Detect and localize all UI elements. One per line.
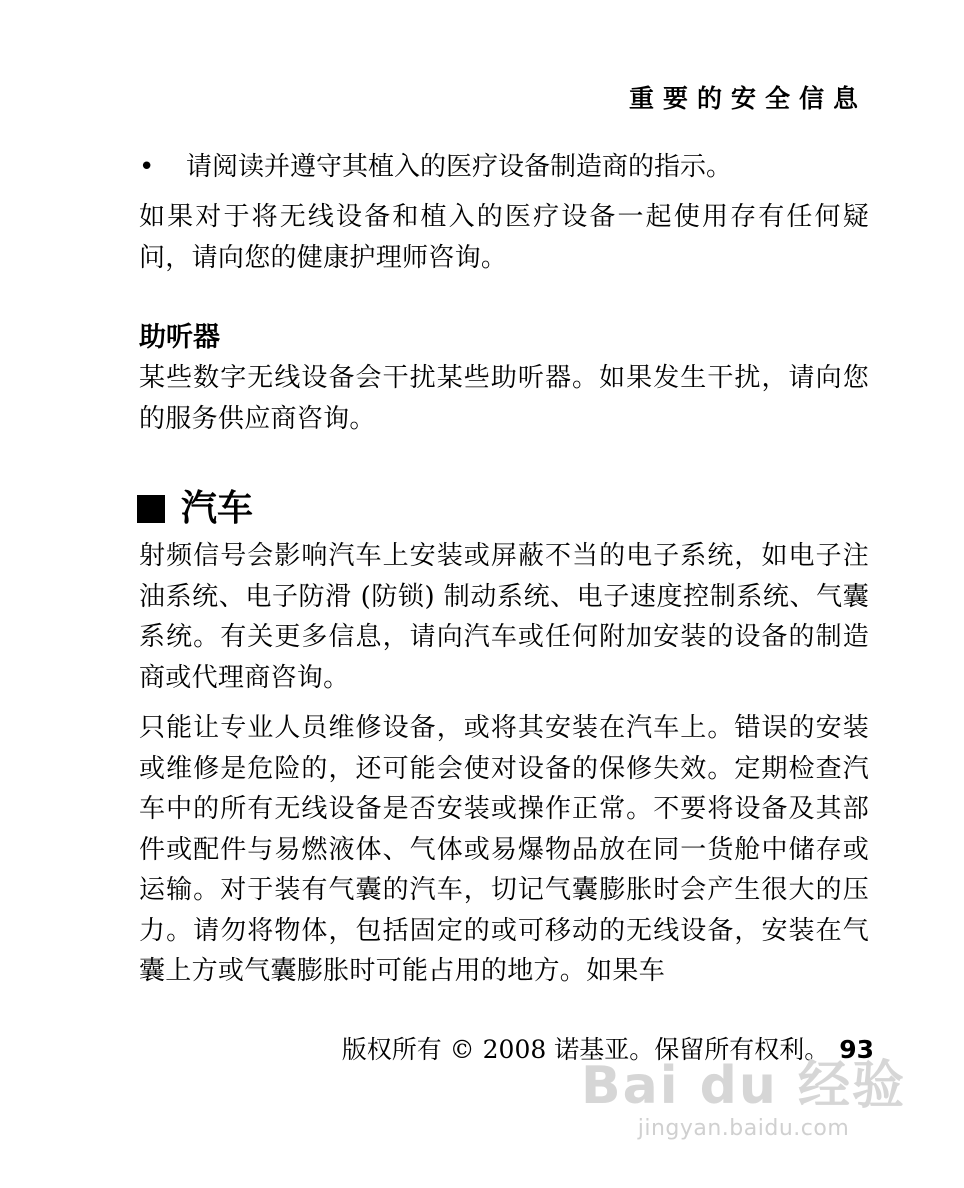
baidu-watermark: [581, 1056, 906, 1141]
intro-paragraph: 如果对于将无线设备和植入的医疗设备一起使用存有任何疑问，请向您的健康护理师咨询。: [139, 202, 869, 273]
page-content: [139, 147, 869, 1002]
watermark-logo: Bai du 经验: [581, 1056, 906, 1116]
black-square-icon: [137, 495, 165, 523]
bullet-text: 请阅读并遵守其植入的医疗设备制造商的指示。: [186, 152, 733, 182]
vehicles-section-title: [137, 485, 869, 533]
vehicles-paragraph-2: 只能让专业人员维修设备，或将其安装在汽车上。错误的安装或维修是危险的，还可能会使对设备的保修失效。定期检查汽车中的所有无线设备是否安装或操作正常。不要将设备及其部件或配件与易燃液体、气体或易爆物品放在同一货舱中储存或运输。对于装有气囊的汽车，切记气囊膨胀时会产生很大的压力。请勿将物体，包括固定的或可移动的无线设备，安装在气囊上方或气囊膨胀时可能占用的地方。如果车: [139, 713, 869, 986]
page-number: 93: [839, 1035, 874, 1064]
hearing-aids-heading: 助听器: [139, 322, 220, 353]
copyright-text: 版权所有 © 2008 诺基亚。保留所有权利。: [341, 1035, 830, 1064]
watermark-url: jingyan.baidu.com: [637, 1116, 850, 1141]
hearing-aids-paragraph: 某些数字无线设备会干扰某些助听器。如果发生干扰，请向您的服务供应商咨询。: [139, 363, 869, 434]
bullet-icon: •: [139, 152, 155, 182]
vehicles-paragraph-1: 射频信号会影响汽车上安装或屏蔽不当的电子系统，如电子注油系统、电子防滑 (防锁) 制动系统、电子速度控制系统、气囊系统。有关更多信息，请向汽车或任何附加安装的设备的制造商或代理商咨询。: [139, 541, 869, 693]
vehicles-heading: 汽车: [181, 488, 254, 529]
bullet-item: [139, 147, 869, 187]
page-header-title: 重要的安全信息: [628, 84, 867, 113]
